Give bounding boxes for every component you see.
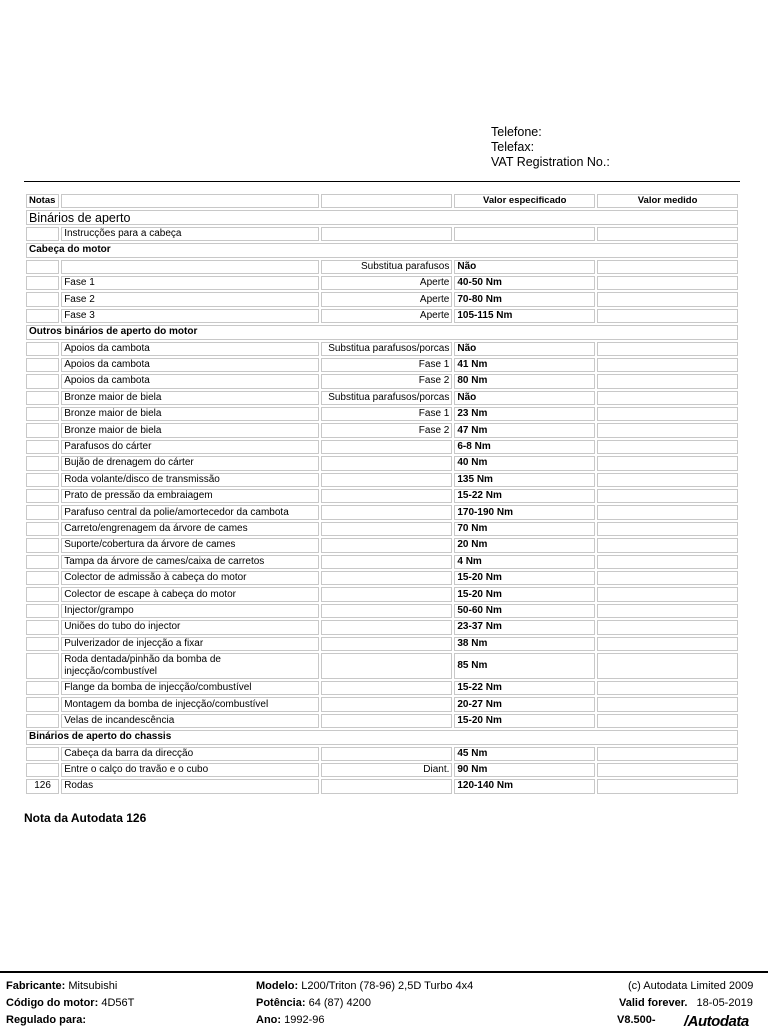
item-cell: Flange da bomba de injecção/combustível — [61, 681, 318, 695]
vat-label: VAT Registration No.: — [491, 155, 610, 169]
section-title: Cabeça do motor — [26, 243, 738, 257]
spec-value-cell: 135 Nm — [454, 473, 595, 487]
spec-value-cell: 15-22 Nm — [454, 681, 595, 695]
manufacturer-field — [6, 980, 117, 992]
measured-value-header: Valor medido — [597, 194, 738, 208]
measured-value-cell — [597, 522, 738, 536]
measured-value-cell — [597, 489, 738, 503]
spec-value-cell: 50-60 Nm — [454, 604, 595, 618]
table-row — [26, 555, 738, 569]
spec-value-cell: 45 Nm — [454, 747, 595, 761]
measured-value-cell — [597, 604, 738, 618]
note-cell — [26, 697, 59, 711]
item-cell: Injector/grampo — [61, 604, 318, 618]
condition-cell — [321, 653, 453, 679]
note-cell — [26, 309, 59, 323]
table-row — [26, 747, 738, 761]
spec-value-cell: Não — [454, 391, 595, 405]
condition-cell — [321, 779, 453, 793]
item-cell: Carreto/engrenagem da árvore de cames — [61, 522, 318, 536]
condition-cell — [321, 587, 453, 601]
condition-cell — [321, 697, 453, 711]
item-cell: Entre o calço do travão e o cubo — [61, 763, 318, 777]
condition-cell — [321, 473, 453, 487]
measured-value-cell — [597, 697, 738, 711]
table-row — [26, 538, 738, 552]
measured-value-cell — [597, 747, 738, 761]
table-row — [26, 423, 738, 437]
condition-cell — [321, 227, 453, 241]
item-cell: Cabeça da barra da direcção — [61, 747, 318, 761]
spec-value-cell: 38 Nm — [454, 637, 595, 651]
spec-value-header: Valor especificado — [454, 194, 595, 208]
item-cell: Instrucções para a cabeça — [61, 227, 318, 241]
measured-value-cell — [597, 571, 738, 585]
table-row — [26, 358, 738, 372]
measured-value-cell — [597, 407, 738, 421]
table-row — [26, 342, 738, 356]
item-cell: Uniões do tubo do injector — [61, 620, 318, 634]
regulated-label: Regulado para: — [6, 1014, 87, 1026]
year-value: 1992-96 — [284, 1014, 325, 1026]
notes-header: Notas — [26, 194, 59, 208]
item-cell: Apoios da cambota — [61, 374, 318, 388]
table-row — [26, 505, 738, 519]
item-cell: Bronze maior de biela — [61, 407, 318, 421]
note-cell — [26, 681, 59, 695]
item-cell: Fase 1 — [61, 276, 318, 290]
autodata-logo: /Autodata — [684, 1013, 749, 1030]
condition-cell — [321, 681, 453, 695]
note-cell — [26, 227, 59, 241]
note-cell — [26, 505, 59, 519]
table-row — [26, 714, 738, 728]
table-row — [26, 522, 738, 536]
fax-label: Telefax: — [491, 140, 535, 154]
validity-field — [619, 997, 753, 1009]
note-cell — [26, 604, 59, 618]
item-cell — [61, 260, 318, 274]
condition-cell: Fase 2 — [321, 423, 453, 437]
engine-code-value: 4D56T — [101, 997, 135, 1009]
header-divider — [24, 181, 740, 182]
item-cell: Parafusos do cárter — [61, 440, 318, 454]
engine-code-field — [6, 997, 134, 1009]
header-blank-item — [61, 194, 318, 208]
note-cell — [26, 714, 59, 728]
section-title: Binários de aperto do chassis — [26, 730, 738, 744]
head-instructions-row — [26, 227, 738, 241]
spec-value-cell: 15-20 Nm — [454, 714, 595, 728]
item-cell: Parafuso central da polie/amortecedor da cambota — [61, 505, 318, 519]
measured-value-cell — [597, 260, 738, 274]
condition-cell — [321, 505, 453, 519]
spec-value-cell: 4 Nm — [454, 555, 595, 569]
table-row — [26, 620, 738, 634]
torque-table — [24, 192, 740, 796]
copyright-text: (c) Autodata Limited 2009 — [628, 980, 754, 992]
spec-value-cell: 85 Nm — [454, 653, 595, 679]
spec-value-cell — [454, 227, 595, 241]
section-row — [26, 325, 738, 339]
spec-value-cell: 40 Nm — [454, 456, 595, 470]
measured-value-cell — [597, 276, 738, 290]
note-cell — [26, 571, 59, 585]
note-cell — [26, 391, 59, 405]
measured-value-cell — [597, 374, 738, 388]
note-cell — [26, 555, 59, 569]
header-blank-condition — [321, 194, 453, 208]
model-value: L200/Triton (78-96) 2,5D Turbo 4x4 — [301, 980, 474, 992]
spec-value-cell: 80 Nm — [454, 374, 595, 388]
note-cell — [26, 423, 59, 437]
table-row — [26, 489, 738, 503]
spec-value-cell: 170-190 Nm — [454, 505, 595, 519]
item-cell: Roda dentada/pinhão da bomba de injecção/combustível — [61, 653, 318, 679]
measured-value-cell — [597, 391, 738, 405]
item-cell: Velas de incandescência — [61, 714, 318, 728]
engine-code-label: Código do motor: — [6, 997, 99, 1009]
note-cell — [26, 538, 59, 552]
condition-cell: Aperte — [321, 309, 453, 323]
table-row — [26, 473, 738, 487]
table-row — [26, 292, 738, 306]
condition-cell — [321, 538, 453, 552]
condition-cell — [321, 456, 453, 470]
spec-value-cell: 20-27 Nm — [454, 697, 595, 711]
note-cell — [26, 440, 59, 454]
measured-value-cell — [597, 681, 738, 695]
condition-cell: Aperte — [321, 276, 453, 290]
spec-value-cell: Não — [454, 342, 595, 356]
manufacturer-label: Fabricante: — [6, 980, 66, 992]
note-cell — [26, 489, 59, 503]
spec-value-cell: 20 Nm — [454, 538, 595, 552]
condition-cell: Fase 1 — [321, 407, 453, 421]
table-row — [26, 637, 738, 651]
item-cell: Rodas — [61, 779, 318, 793]
item-cell: Bujão de drenagem do cárter — [61, 456, 318, 470]
measured-value-cell — [597, 342, 738, 356]
note-cell — [26, 522, 59, 536]
measured-value-cell — [597, 587, 738, 601]
condition-cell — [321, 571, 453, 585]
measured-value-cell — [597, 637, 738, 651]
condition-cell — [321, 489, 453, 503]
note-cell — [26, 456, 59, 470]
condition-cell: Diant. — [321, 763, 453, 777]
item-cell: Bronze maior de biela — [61, 423, 318, 437]
phone-label: Telefone: — [491, 125, 542, 139]
spec-value-cell: 15-22 Nm — [454, 489, 595, 503]
power-value: 64 (87) 4200 — [308, 997, 371, 1009]
condition-cell — [321, 620, 453, 634]
measured-value-cell — [597, 538, 738, 552]
measured-value-cell — [597, 309, 738, 323]
spec-value-cell: 70-80 Nm — [454, 292, 595, 306]
model-label: Modelo: — [256, 980, 299, 992]
manufacturer-value: Mitsubishi — [68, 980, 118, 992]
table-row — [26, 697, 738, 711]
condition-cell: Substitua parafusos/porcas — [321, 391, 453, 405]
spec-value-cell: 15-20 Nm — [454, 571, 595, 585]
table-title: Binários de aperto — [26, 210, 738, 224]
date-value: 18-05-2019 — [696, 997, 753, 1009]
regulated-field — [6, 1014, 86, 1026]
measured-value-cell — [597, 423, 738, 437]
table-header-row — [26, 194, 738, 208]
measured-value-cell — [597, 227, 738, 241]
note-cell — [26, 407, 59, 421]
note-cell — [26, 587, 59, 601]
year-field — [256, 1014, 324, 1026]
item-cell: Colector de escape à cabeça do motor — [61, 587, 318, 601]
contact-block — [491, 125, 610, 170]
measured-value-cell — [597, 763, 738, 777]
spec-value-cell: 23 Nm — [454, 407, 595, 421]
item-cell: Fase 3 — [61, 309, 318, 323]
table-row — [26, 456, 738, 470]
measured-value-cell — [597, 358, 738, 372]
table-row — [26, 407, 738, 421]
measured-value-cell — [597, 456, 738, 470]
measured-value-cell — [597, 653, 738, 679]
spec-value-cell: 15-20 Nm — [454, 587, 595, 601]
spec-value-cell: 47 Nm — [454, 423, 595, 437]
table-row — [26, 587, 738, 601]
condition-cell — [321, 637, 453, 651]
version-text: V8.500- — [617, 1014, 656, 1026]
spec-value-cell: 41 Nm — [454, 358, 595, 372]
spec-value-cell: 90 Nm — [454, 763, 595, 777]
measured-value-cell — [597, 779, 738, 793]
table-row — [26, 571, 738, 585]
item-cell: Suporte/cobertura da árvore de cames — [61, 538, 318, 552]
note-cell: 126 — [26, 779, 59, 793]
note-cell — [26, 358, 59, 372]
table-row — [26, 276, 738, 290]
table-row — [26, 309, 738, 323]
section-row — [26, 243, 738, 257]
condition-cell: Substitua parafusos — [321, 260, 453, 274]
measured-value-cell — [597, 505, 738, 519]
condition-cell — [321, 714, 453, 728]
table-row — [26, 374, 738, 388]
power-label: Potência: — [256, 997, 306, 1009]
measured-value-cell — [597, 440, 738, 454]
condition-cell: Fase 2 — [321, 374, 453, 388]
item-cell: Tampa da árvore de cames/caixa de carretos — [61, 555, 318, 569]
condition-cell: Substitua parafusos/porcas — [321, 342, 453, 356]
item-cell: Apoios da cambota — [61, 342, 318, 356]
note-cell — [26, 292, 59, 306]
note-cell — [26, 473, 59, 487]
spec-value-cell: 40-50 Nm — [454, 276, 595, 290]
spec-value-cell: 70 Nm — [454, 522, 595, 536]
note-cell — [26, 653, 59, 679]
condition-cell — [321, 604, 453, 618]
note-cell — [26, 637, 59, 651]
note-cell — [26, 763, 59, 777]
note-cell — [26, 374, 59, 388]
spec-value-cell: 120-140 Nm — [454, 779, 595, 793]
table-row — [26, 779, 738, 793]
spec-value-cell: Não — [454, 260, 595, 274]
item-cell: Bronze maior de biela — [61, 391, 318, 405]
condition-cell: Fase 1 — [321, 358, 453, 372]
spec-value-cell: 23-37 Nm — [454, 620, 595, 634]
item-cell: Pulverizador de injecção a fixar — [61, 637, 318, 651]
valid-label: Valid forever. — [619, 997, 688, 1009]
condition-cell — [321, 555, 453, 569]
note-cell — [26, 620, 59, 634]
table-row — [26, 604, 738, 618]
item-cell: Apoios da cambota — [61, 358, 318, 372]
year-label: Ano: — [256, 1014, 282, 1026]
item-cell: Colector de admissão à cabeça do motor — [61, 571, 318, 585]
item-cell: Roda volante/disco de transmissão — [61, 473, 318, 487]
note-cell — [26, 342, 59, 356]
section-row — [26, 730, 738, 744]
item-cell: Fase 2 — [61, 292, 318, 306]
section-title: Outros binários de aperto do motor — [26, 325, 738, 339]
model-field — [256, 980, 473, 992]
table-row — [26, 653, 738, 679]
condition-cell — [321, 522, 453, 536]
power-field — [256, 997, 371, 1009]
condition-cell: Aperte — [321, 292, 453, 306]
spec-value-cell: 105-115 Nm — [454, 309, 595, 323]
measured-value-cell — [597, 714, 738, 728]
condition-cell — [321, 440, 453, 454]
item-cell: Prato de pressão da embraiagem — [61, 489, 318, 503]
spec-value-cell: 6-8 Nm — [454, 440, 595, 454]
condition-cell — [321, 747, 453, 761]
measured-value-cell — [597, 292, 738, 306]
note-cell — [26, 747, 59, 761]
autodata-note-heading: Nota da Autodata 126 — [24, 811, 147, 825]
note-cell — [26, 260, 59, 274]
table-row — [26, 440, 738, 454]
table-title-row — [26, 210, 738, 224]
measured-value-cell — [597, 555, 738, 569]
table-row — [26, 763, 738, 777]
table-row — [26, 681, 738, 695]
item-cell: Montagem da bomba de injecção/combustível — [61, 697, 318, 711]
table-row — [26, 260, 738, 274]
note-cell — [26, 276, 59, 290]
table-row — [26, 391, 738, 405]
measured-value-cell — [597, 620, 738, 634]
measured-value-cell — [597, 473, 738, 487]
